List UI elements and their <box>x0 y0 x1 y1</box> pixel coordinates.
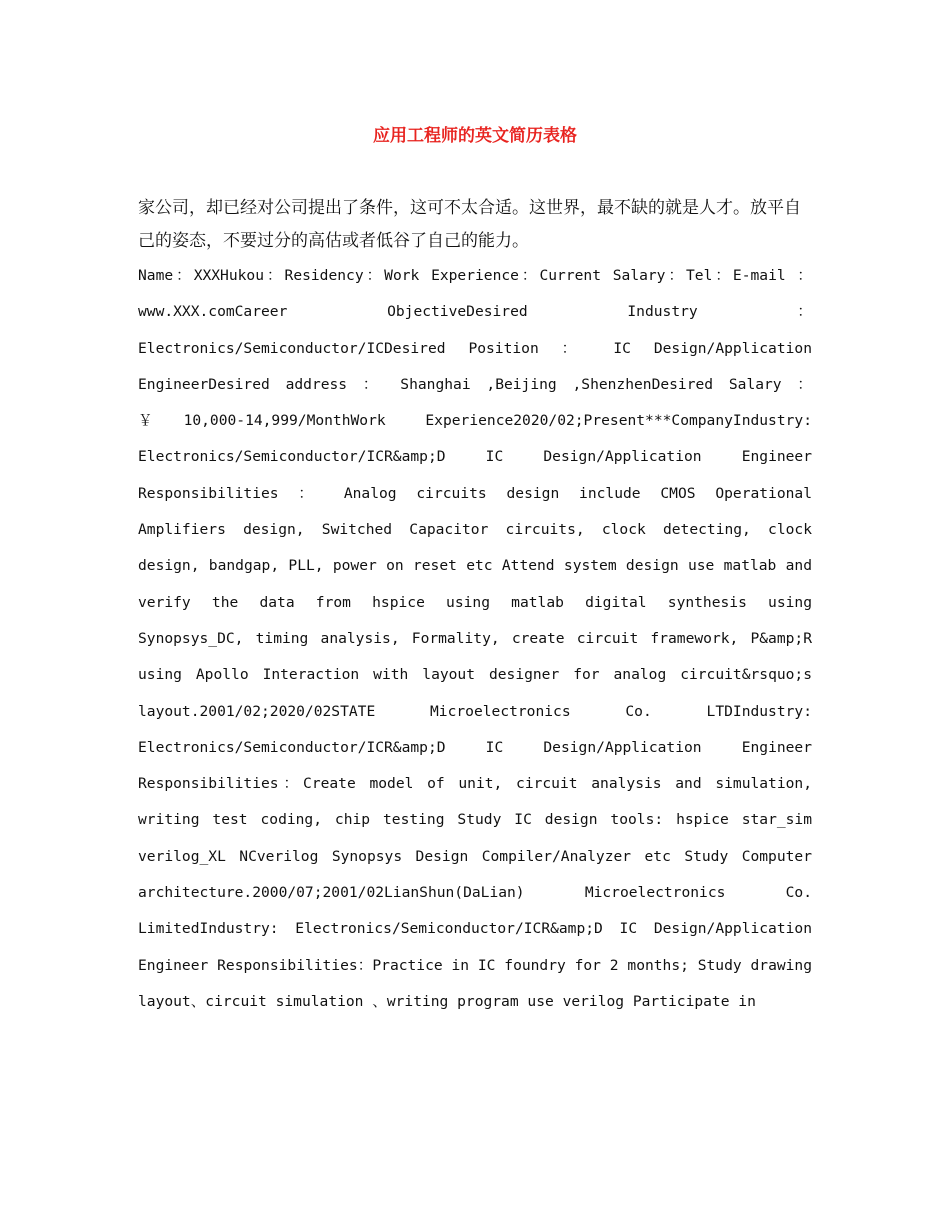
intro-paragraph: 家公司，却已经对公司提出了条件，这可不太合适。这世界，最不缺的就是人才。放平自己的姿态，不要过分的高估或者低谷了自己的能力。 <box>138 198 801 251</box>
resume-body-paragraph: Name：XXXHukou：Residency：Work Experience：Current Salary：Tel：E-mail ： www.XXX.comCareer ObjectiveDesired Industry ： Electronics/Semiconductor/ICDesired Position ： IC Design/Application EngineerDesired address ： Shanghai ,Beijing ,ShenzhenDesired Salary ： ￥10,000-14,999/MonthWork Experience2020/02;Present***CompanyIndustry: Electronics/Semiconductor/ICR&amp;D IC Design/Application Engineer Responsibilities ： Analog circuits design include CMOS Operational Amplifiers design, Switched Capacitor circuits, clock detecting, clock design, bandgap, PLL, power on reset etc Attend system design use matlab and verify the data from hspice using matlab digital synthesis using Synopsys_DC, timing analysis, Formality, create circuit framework, P&amp;R using Apollo Interaction with layout designer for analog circuit&rsquo;s layout.2001/02;2020/02STATE Microelectronics Co. LTDIndustry: Electronics/Semiconductor/ICR&amp;D IC Design/Application Engineer Responsibilities：Create model of unit, circuit analysis and simulation, writing test coding, chip testing Study IC design tools: hspice star_sim verilog_XL NCverilog Synopsys Design Compiler/Analyzer etc Study Computer architecture.2000/07;2001/02LianShun(DaLian) Microelectronics Co. LimitedIndustry: Electronics/Semiconductor/ICR&amp;D IC Design/Application Engineer Responsibilities：Practice in IC foundry for 2 months; Study drawing layout、circuit simulation 、writing program use verilog Participate in <box>138 267 812 1010</box>
document-title: 应用工程师的英文简历表格 <box>373 126 577 146</box>
